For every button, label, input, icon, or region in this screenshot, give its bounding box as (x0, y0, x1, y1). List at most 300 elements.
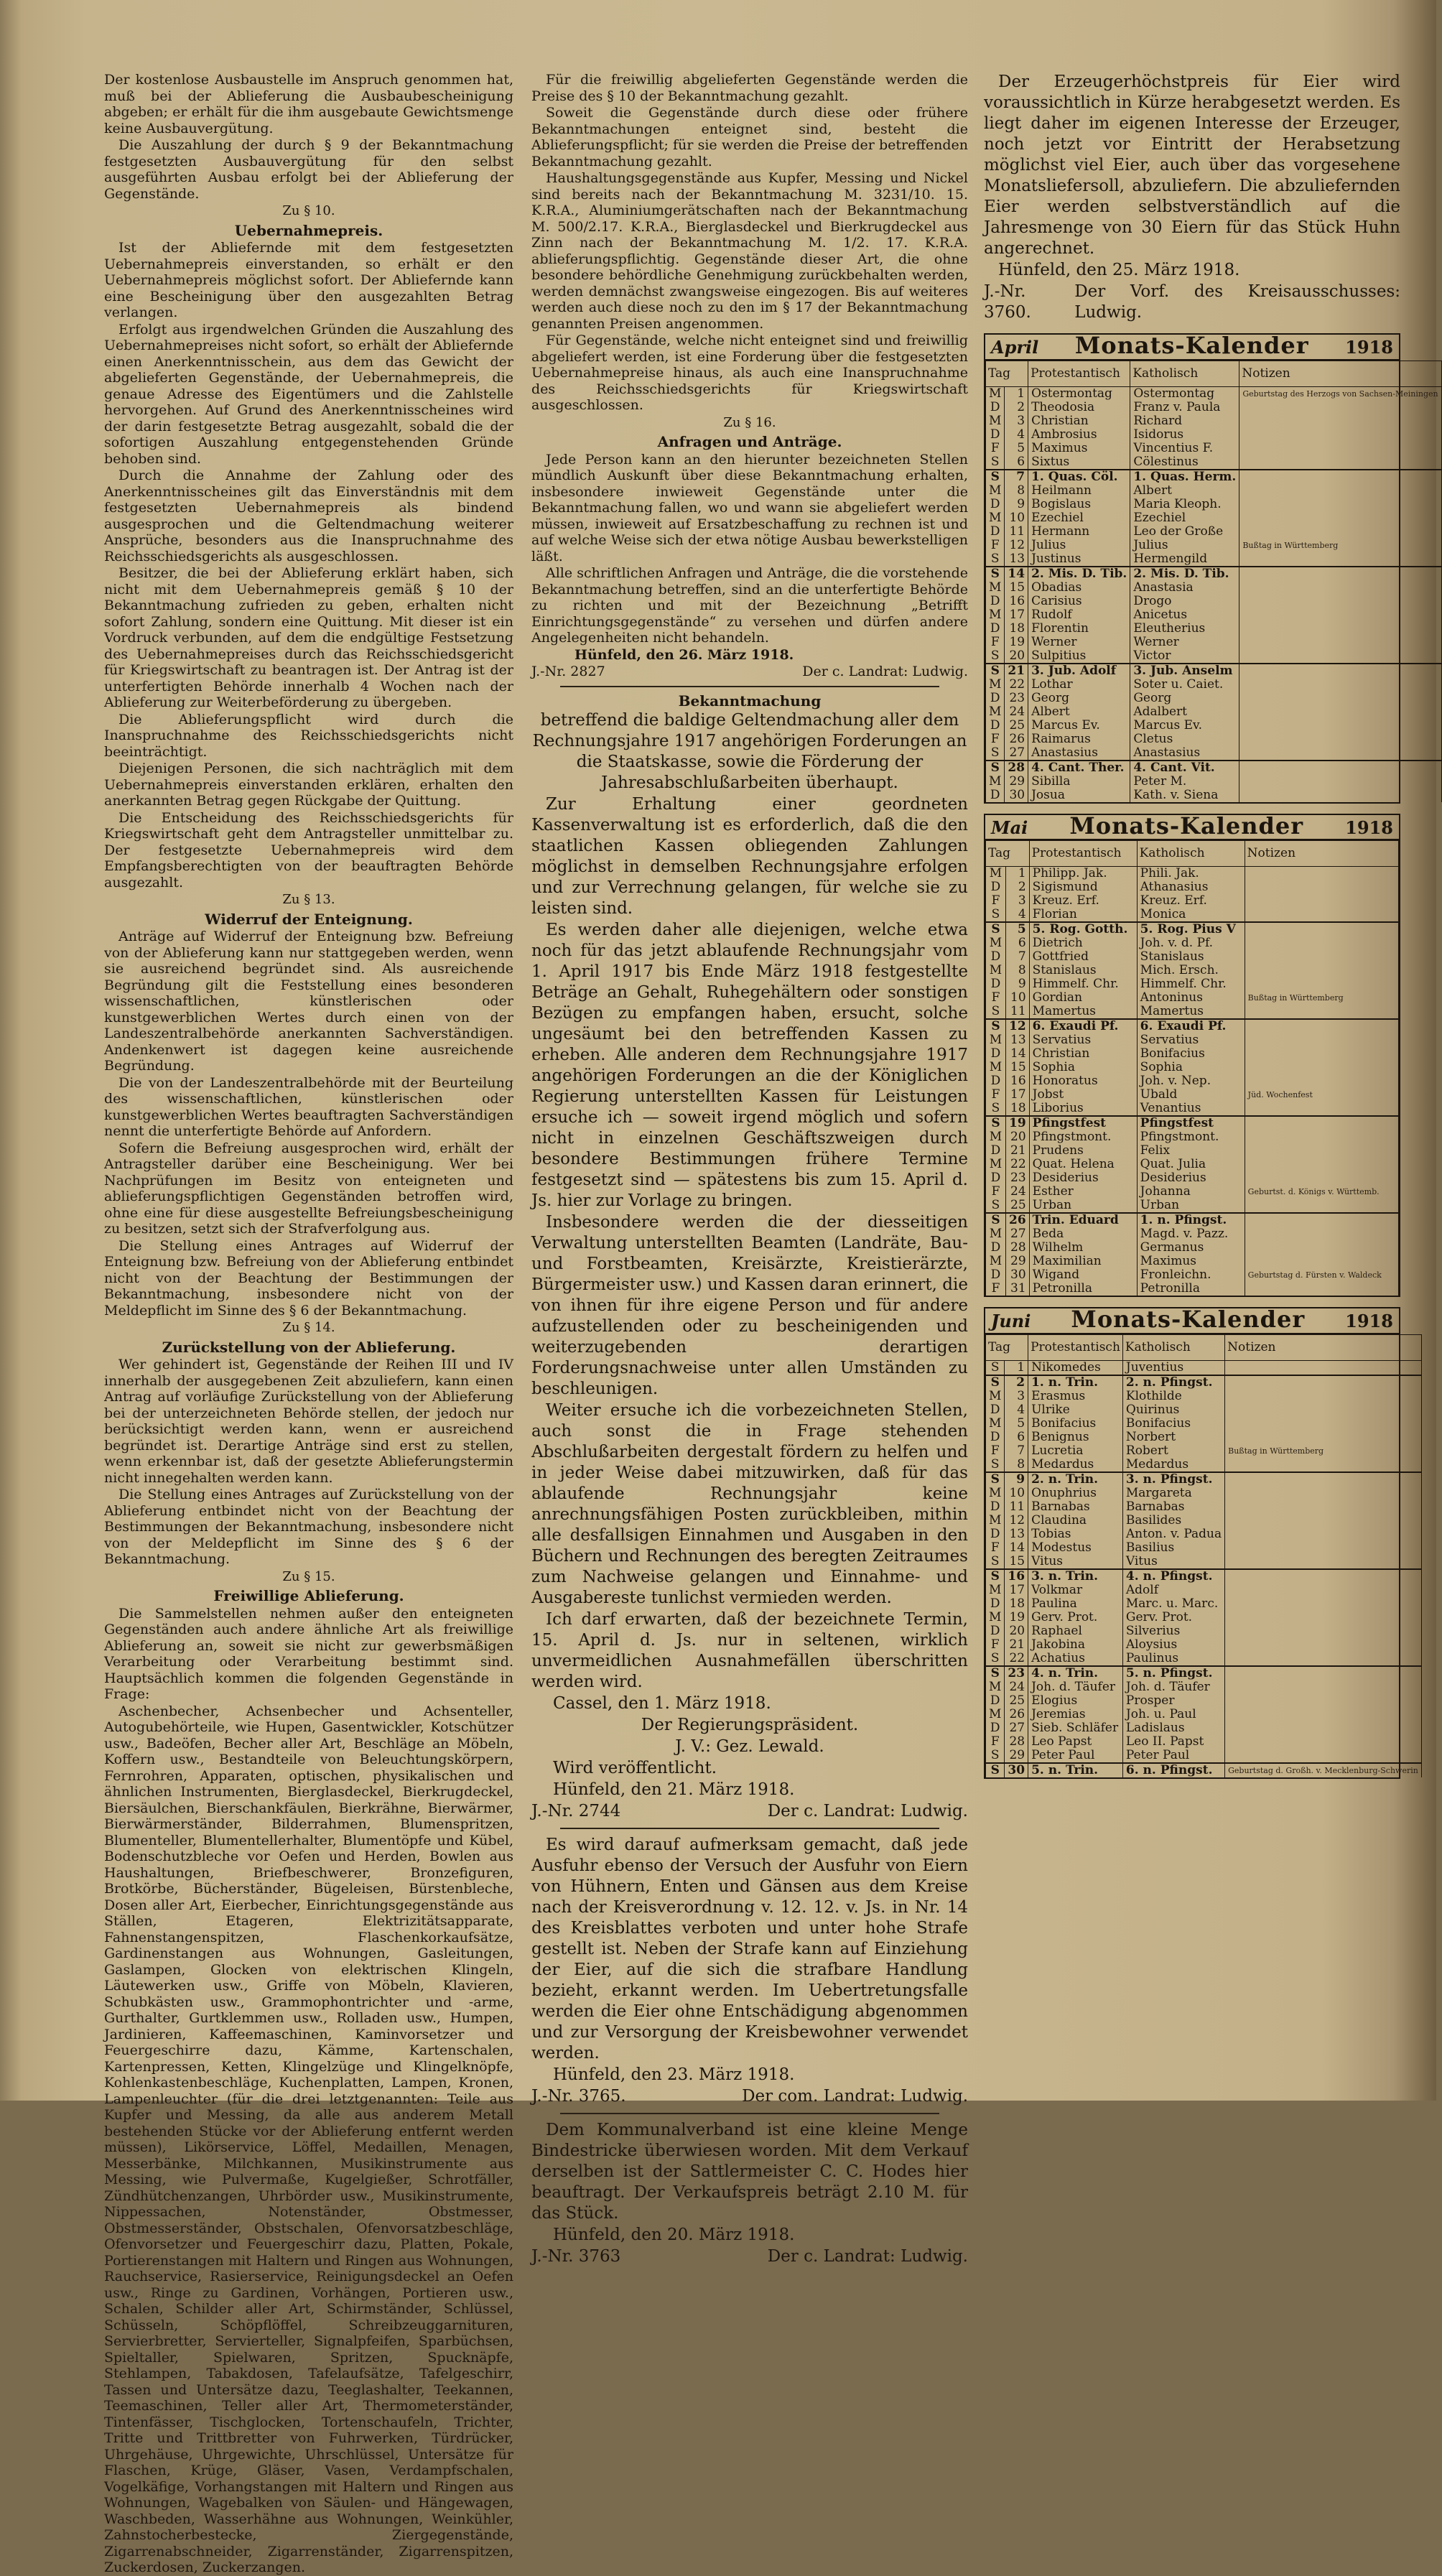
catholic-name: 1. n. Pfingst. (1137, 1213, 1245, 1227)
calendar-row (986, 428, 1442, 442)
note: Geburtstag d. Fürsten v. Waldeck (1245, 1268, 1398, 1282)
catholic-name: Juventius (1122, 1360, 1224, 1375)
note (1225, 1624, 1422, 1638)
calendar-row (986, 1241, 1399, 1255)
day-number: 21 (1005, 664, 1028, 678)
calendar-row (986, 442, 1442, 455)
protestant-name: Theodosia (1028, 401, 1130, 414)
catholic-name: Pfingstmont. (1137, 1130, 1245, 1144)
day-number: 28 (1005, 1735, 1028, 1749)
weekday: D (986, 1403, 1005, 1417)
catholic-name: Ezechiel (1130, 511, 1239, 525)
signature-line (531, 664, 968, 680)
journal-number: J.-Nr. 3765. (531, 2087, 626, 2106)
weekday: D (986, 1500, 1005, 1514)
day-number: 12 (1005, 1514, 1028, 1528)
day-number: 20 (1005, 649, 1028, 664)
calendar-row (986, 567, 1442, 581)
calendar-row (986, 1584, 1422, 1597)
weekday: S (986, 922, 1006, 936)
catholic-name: Silverius (1122, 1624, 1224, 1638)
protestant-name: 4. n. Trin. (1028, 1666, 1123, 1680)
catholic-name: Marcus Ev. (1130, 719, 1239, 733)
col-header-tag: Tag (986, 1334, 1028, 1360)
protestant-name: Leo Papst (1028, 1735, 1123, 1749)
catholic-name: Mamertus (1137, 1005, 1245, 1019)
col-header-protestant: Protestantisch (1029, 841, 1137, 867)
note: Jüd. Wochenfest (1245, 1088, 1398, 1102)
calendar-row (986, 1282, 1399, 1296)
day-number: 8 (1005, 1458, 1028, 1472)
note (1239, 719, 1441, 733)
note (1225, 1541, 1422, 1555)
day-number: 16 (1006, 1074, 1030, 1088)
day-number: 30 (1006, 1268, 1030, 1282)
weekday: M (986, 511, 1005, 525)
paragraph: Jede Person kann an den hierunter bezeichneten Stellen mündlich Auskunft über diese Bekanntmachung erhalten, insbesondere inwieweit Gegenstände unter die Bekanntmachung fallen, wo und wann sie abgeliefert werden müssen, inwieweit auf Ersatzbeschaffung zu rechnen ist und auf welche Weise sich der etwa nötige Ausbau bewerkstelligen läßt. (531, 451, 968, 564)
catholic-name: Ubald (1137, 1088, 1245, 1102)
day-number: 26 (1005, 1708, 1028, 1721)
weekday: D (986, 401, 1005, 414)
catholic-name: Bonifacius (1137, 1047, 1245, 1061)
day-number: 7 (1005, 470, 1028, 484)
note (1245, 908, 1398, 922)
weekday: M (986, 1390, 1005, 1403)
weekday: S (986, 1749, 1005, 1763)
note (1239, 498, 1441, 511)
day-number: 15 (1005, 1555, 1028, 1569)
protestant-name: Sigismund (1029, 880, 1137, 894)
weekday: M (986, 608, 1005, 622)
note (1245, 1282, 1398, 1296)
calendar-row (986, 525, 1442, 539)
weekday: D (986, 1597, 1005, 1611)
protestant-name: Prudens (1029, 1144, 1137, 1158)
paragraph: Es werden daher alle diejenigen, welche etwa noch für das jetzt ablaufende Rechnungsjahr vom 1. April 1917 bis Ende März 1918 festgestellte Beträge an Gehalt, Ruhegehältern oder sonstigen Bezügen zu empfangen haben, ersucht, solche ungesäumt bei den betreffenden Kassen zu erheben. Alle anderen dem Rechnungsjahre 1917 angehörigen Forderungen an die der Königlichen Regierung unterstellten Kassen für Leistungen ersuche ich — soweit irgend möglich und sofern nicht in einzelnen Geschäftszweigen durch besondere Bestimmungen frühere Termine festgesetzt sind — spätestens bis zum 15. April d. Js. hier zur Vorlage zu bringen. (531, 921, 968, 1210)
calendar-row (986, 908, 1399, 922)
protestant-name: 2. Mis. D. Tib. (1028, 567, 1130, 581)
signature: Der Vorf. des Kreisausschusses: Ludwig. (1074, 282, 1400, 322)
day-number: 21 (1006, 1144, 1030, 1158)
protestant-name: 5. n. Trin. (1028, 1763, 1123, 1777)
protestant-name: Florentin (1028, 622, 1130, 636)
catholic-name: 5. Rog. Pius V (1137, 922, 1245, 936)
weekday: F (986, 1282, 1006, 1296)
day-number: 1 (1006, 867, 1030, 881)
note (1225, 1680, 1422, 1694)
weekday: D (986, 692, 1005, 705)
note (1245, 894, 1398, 908)
weekday: M (986, 1255, 1006, 1268)
day-number: 1 (1005, 386, 1028, 401)
weekday: S (986, 470, 1005, 484)
section-number: Zu § 14. (282, 1320, 335, 1335)
paragraph: Diejenigen Personen, die sich nachträglich mit dem Uebernahmepreis einverstanden erklären, erhalten den anerkannten Betrag gegen Rückgabe der Quittung. (104, 761, 513, 809)
protestant-name: Wilhelm (1029, 1241, 1137, 1255)
day-number: 10 (1006, 991, 1030, 1005)
note (1245, 964, 1398, 977)
catholic-name: Stanislaus (1137, 950, 1245, 964)
calendar-row (986, 1033, 1399, 1047)
day-number: 19 (1005, 636, 1028, 649)
calendar-row (986, 733, 1442, 746)
catholic-name: Vitus (1122, 1555, 1224, 1569)
signature: Der c. Landrat: Ludwig. (802, 664, 968, 679)
protestant-name: Joh. d. Täufer (1028, 1680, 1123, 1694)
protestant-name: Julius (1028, 539, 1130, 552)
calendar-row (986, 1185, 1399, 1199)
note (1245, 1158, 1398, 1171)
note: Geburtst. d. Königs v. Württemb. (1245, 1185, 1398, 1199)
catholic-name: Sophia (1137, 1061, 1245, 1074)
calendar-row (986, 1680, 1422, 1694)
calendar-row (986, 1047, 1399, 1061)
note (1245, 922, 1398, 936)
calendar-row (986, 775, 1442, 789)
calendar-row (986, 678, 1442, 692)
catholic-name: Isidorus (1130, 428, 1239, 442)
calendar-row (986, 705, 1442, 719)
day-number: 17 (1005, 1584, 1028, 1597)
calendar-row (986, 1708, 1422, 1721)
calendar-row (986, 1694, 1422, 1708)
weekday: F (986, 991, 1006, 1005)
note (1239, 636, 1441, 649)
note (1239, 511, 1441, 525)
calendar-month: Juni (991, 1311, 1031, 1331)
catholic-name: Athanasius (1137, 880, 1245, 894)
catholic-name: Kreuz. Erf. (1137, 894, 1245, 908)
calendar-row (986, 719, 1442, 733)
weekday: D (986, 1171, 1006, 1185)
day-number: 20 (1006, 1130, 1030, 1144)
protestant-name: Sieb. Schläfer (1028, 1721, 1123, 1735)
calendar-row (986, 991, 1399, 1005)
calendar-row (986, 1624, 1422, 1638)
note (1239, 789, 1441, 802)
weekday: D (986, 1241, 1006, 1255)
note (1239, 705, 1441, 719)
weekday: D (986, 1721, 1005, 1735)
section-number: Zu § 10. (282, 203, 335, 218)
catholic-name: 4. Cant. Vit. (1130, 761, 1239, 775)
note (1225, 1472, 1422, 1487)
protestant-name: Maximilian (1029, 1255, 1137, 1268)
protestant-name: Sulpitius (1028, 649, 1130, 664)
day-number: 25 (1005, 719, 1028, 733)
calendar-row (986, 1144, 1399, 1158)
col-header-notes: Notizen (1239, 361, 1441, 386)
note (1225, 1694, 1422, 1708)
catholic-name: Klothilde (1122, 1390, 1224, 1403)
catholic-name: Cletus (1130, 733, 1239, 746)
weekday: D (986, 1694, 1005, 1708)
calendar-month: Mai (991, 817, 1028, 838)
protestant-name: Benignus (1028, 1431, 1123, 1444)
dateline: Cassel, den 1. März 1918. (553, 1694, 771, 1713)
calendar-row (986, 1227, 1399, 1241)
weekday: D (986, 525, 1005, 539)
protestant-name: Jobst (1029, 1088, 1137, 1102)
note (1239, 692, 1441, 705)
weekday: D (986, 1624, 1005, 1638)
weekday: S (986, 1763, 1005, 1777)
note (1245, 1005, 1398, 1019)
protestant-name: Barnabas (1028, 1500, 1123, 1514)
calendar-row (986, 1472, 1422, 1487)
weekday: S (986, 1102, 1006, 1116)
day-number: 6 (1005, 455, 1028, 470)
calendar-row (986, 1158, 1399, 1171)
weekday: D (986, 789, 1005, 802)
catholic-name: Joh. d. Täufer (1122, 1680, 1224, 1694)
calendar-row (986, 1019, 1399, 1033)
weekday: M (986, 705, 1005, 719)
day-number: 6 (1006, 936, 1030, 950)
note (1245, 1074, 1398, 1088)
weekday: M (986, 1584, 1005, 1597)
calendar-row (986, 950, 1399, 964)
calendar-row (986, 1268, 1399, 1282)
note (1225, 1528, 1422, 1541)
day-number: 13 (1005, 552, 1028, 567)
paragraph: Ist der Abliefernde mit dem festgesetzten Uebernahmepreis einverstanden, so erhält er den Uebernahmepreis möglichst sofort. Der Abliefernde kann eine Bescheinigung über den ausgezahlten Betrag verlangen. (104, 240, 513, 320)
signature: Der c. Landrat: Ludwig. (767, 2247, 968, 2266)
note (1245, 867, 1398, 881)
calendar-header-row (986, 841, 1399, 867)
calendar-year: 1918 (1345, 1311, 1393, 1331)
col-header-catholic: Katholisch (1137, 841, 1245, 867)
weekday: F (986, 733, 1005, 746)
signature-line (531, 2086, 968, 2107)
day-number: 22 (1006, 1158, 1030, 1171)
note (1225, 1431, 1422, 1444)
catholic-name: Georg (1130, 692, 1239, 705)
weekday: S (986, 1472, 1005, 1487)
calendar-header-row (986, 361, 1442, 386)
note (1239, 733, 1441, 746)
calendar-row (986, 649, 1442, 664)
paragraph: Sofern die Befreiung ausgesprochen wird, erhält der Antragsteller darüber eine Bescheinigung. Wer bei Nachprüfungen im Besitz von enteigneten und ablieferungspflichtigen Gegenständen betroffen wird, ohne eine für diese ausgestellte Befreiungsbescheinigung zu besitzen, setzt sich der Strafverfolgung aus. (104, 1140, 513, 1237)
protestant-name: Georg (1028, 692, 1130, 705)
day-number: 8 (1005, 484, 1028, 498)
note (1225, 1514, 1422, 1528)
protestant-name: Philipp. Jak. (1029, 867, 1137, 881)
protestant-name: Maximus (1028, 442, 1130, 455)
protestant-name: Liborius (1029, 1102, 1137, 1116)
weekday: S (986, 552, 1005, 567)
note (1239, 595, 1441, 608)
paragraph: Erfolgt aus irgendwelchen Gründen die Auszahlung des Uebernahmepreises nicht sofort, so erhält der Abliefernde einen Anerkenntnisschein, aus dem das Gewicht der abgelieferten Gegenstände, der Uebernahmepreis, die genaue Adresse des Eigentümers und die Zahlstelle hervorgehen. Auf Grund des Anerkenntnisscheines wird der darin festgesetzte Betrag ausgezahlt, sobald die der sofortigen Auszahlung entgegenstehenden Gründe behoben sind. (104, 321, 513, 467)
protestant-name: Josua (1028, 789, 1130, 802)
weekday: M (986, 484, 1005, 498)
catholic-name: Anastasia (1130, 581, 1239, 595)
weekday: D (986, 595, 1005, 608)
protestant-name: Jeremias (1028, 1708, 1123, 1721)
signature: J. V.: Gez. Lewald. (675, 1737, 824, 1756)
day-number: 19 (1005, 1611, 1028, 1624)
calendar-row (986, 1171, 1399, 1185)
calendar-table (985, 1334, 1422, 1777)
day-number: 5 (1005, 1417, 1028, 1431)
catholic-name: Basilides (1122, 1514, 1224, 1528)
signature-line (531, 2246, 968, 2267)
calendar-row (986, 498, 1442, 511)
publication-note: Wird veröffentlicht. (553, 1759, 717, 1777)
weekday: M (986, 1130, 1006, 1144)
column-3 (984, 72, 1438, 2075)
catholic-name: Hermengild (1130, 552, 1239, 567)
day-number: 23 (1006, 1171, 1030, 1185)
weekday: S (986, 649, 1005, 664)
calendar-row (986, 1102, 1399, 1116)
weekday: F (986, 1088, 1006, 1102)
weekday: M (986, 867, 1006, 881)
weekday: D (986, 1074, 1006, 1088)
catholic-name: Margareta (1122, 1487, 1224, 1500)
note (1245, 1213, 1398, 1227)
protestant-name: Pfingstfest (1029, 1116, 1137, 1130)
catholic-name: Petronilla (1137, 1282, 1245, 1296)
protestant-name: Elogius (1028, 1694, 1123, 1708)
calendar-row (986, 1666, 1422, 1680)
note (1245, 1019, 1398, 1033)
calendar-row (986, 595, 1442, 608)
protestant-name: Christian (1029, 1047, 1137, 1061)
catholic-name: Victor (1130, 649, 1239, 664)
paragraph: Ich darf erwarten, daß der bezeichnete Termin, 15. April d. Js. nur in seltenen, wirklich unvermeidlichen Ausnahmefällen überschritten werden wird. (531, 1610, 968, 1691)
note (1245, 1227, 1398, 1241)
protestant-name: 1. Quas. Cöl. (1028, 470, 1130, 484)
weekday: F (986, 442, 1005, 455)
catholic-name: Leo II. Papst (1122, 1735, 1224, 1749)
journal-number: J.-Nr. 3760. (984, 282, 1031, 322)
weekday: D (986, 1528, 1005, 1541)
calendar-row (986, 1487, 1422, 1500)
dateline: Hünfeld, den 23. März 1918. (553, 2065, 795, 2084)
catholic-name: Venantius (1137, 1102, 1245, 1116)
note (1239, 581, 1441, 595)
protestant-name: Medardus (1028, 1458, 1123, 1472)
weekday: S (986, 1019, 1006, 1033)
weekday: F (986, 636, 1005, 649)
calendar-row (986, 964, 1399, 977)
calendar-header (985, 332, 1399, 361)
calendar-row (986, 867, 1399, 881)
catholic-name: Anastasius (1130, 746, 1239, 761)
note: Geburtstag des Herzogs von Sachsen-Meiningen (1239, 386, 1441, 401)
weekday: D (986, 977, 1006, 991)
day-number: 27 (1006, 1227, 1030, 1241)
dateline: Hünfeld, den 25. März 1918. (998, 261, 1240, 279)
calendar-row (986, 622, 1442, 636)
weekday: S (986, 664, 1005, 678)
protestant-name: 6. Exaudi Pf. (1029, 1019, 1137, 1033)
paragraph: Die Sammelstellen nehmen außer den enteigneten Gegenständen auch andere ähnliche Art als freiwillige Ablieferung an, soweit sie nicht zur gewerbsmäßigen Verarbeitung oder Verarbeitung bestimmt sind. Hauptsächlich kommen die folgenden Gegenstände in Frage: (104, 1605, 513, 1702)
weekday: M (986, 1514, 1005, 1528)
day-number: 26 (1006, 1213, 1030, 1227)
note (1245, 936, 1398, 950)
protestant-name: Quat. Helena (1029, 1158, 1137, 1171)
protestant-name: Lothar (1028, 678, 1130, 692)
signature-line (531, 1801, 968, 1822)
protestant-name: Albert (1028, 705, 1130, 719)
calendar-row (986, 1116, 1399, 1130)
note (1239, 525, 1441, 539)
day-number: 15 (1005, 581, 1028, 595)
protestant-name: 5. Rog. Gotth. (1029, 922, 1137, 936)
calendar-row (986, 1255, 1399, 1268)
weekday: S (986, 761, 1005, 775)
protestant-name: Sibilla (1028, 775, 1130, 789)
note (1239, 428, 1441, 442)
calendar-row (986, 386, 1442, 401)
calendar-row (986, 1403, 1422, 1417)
day-number: 7 (1005, 1444, 1028, 1458)
month-calendar (984, 814, 1400, 1298)
catholic-name: Leo der Große (1130, 525, 1239, 539)
dateline: Hünfeld, den 20. März 1918. (553, 2226, 795, 2244)
paragraph: Wer gehindert ist, Gegenstände der Reihen III und IV innerhalb der ausgegebenen Zeit abzuliefern, kann einen Antrag auf vorläufige Zurückstellung von der Ablieferung bei der unterzeichneten Behörde stellen, der jedoch nur berücksichtigt werden kann, wenn er ausreichend begründet ist. Derartige Anträge sind erst zu stellen, wenn erkennbar ist, daß der gesetzte Ablieferungstermin nicht innegehalten werden kann. (104, 1357, 513, 1486)
weekday: F (986, 539, 1005, 552)
weekday: S (986, 1569, 1005, 1584)
day-number: 5 (1005, 442, 1028, 455)
protestant-name: Mamertus (1029, 1005, 1137, 1019)
calendar-title: Monats-Kalender (1069, 812, 1304, 840)
catholic-name: Drogo (1130, 595, 1239, 608)
note (1225, 1611, 1422, 1624)
note (1245, 950, 1398, 964)
catholic-name: Soter u. Caiet. (1130, 678, 1239, 692)
note (1225, 1666, 1422, 1680)
weekday: S (986, 1116, 1006, 1130)
catholic-name: Basilius (1122, 1541, 1224, 1555)
paragraph: Aschenbecher, Achsenbecher und Achsenteller, Autogubehörteile, wie Hupen, Gasentwickler, Kotschützer usw., Badeöfen, Becher aller Art, Beschläge an Möbeln, Koffern usw., Bestandteile von Beleuchtungskörpern, Fernrohren, Apparaten, optischen, physikalischen und ähnlichen Instrumenten, Bierglasdeckel, Bierkrugdeckel, Biersäulchen, Bierschankfäulen, Bierkrähne, Bierwärmer, Bierwärmerständer, Bilderrahmen, Blumenspritzen, Blumenteller, Blumentellerhalter, Blumentöpfe und Kübel, Bodenschutzbleche vor Oefen und Herden, Bowlen aus Haushaltungen, Briefbeschwerer, Bronzefiguren, Brotkörbe, Bücherständer, Bügeleisen, Bürstenbleche, Dosen aller Art, Eierbecher, Einrichtungsgegenstände aus Ställen, Etageren, Elektrizitätsapparate, Fahnenstangenspitzen, Flaschenkorkaufsätze, Gardinenstangen aus Wohnungen, Gasleitungen, Gaslampen, Glocken von elektrischen Klingeln, Läutewerken usw., Griffe von Möbeln, Klavieren, Schubkästen usw., Grammophontrichter und -arme, Gurthalter, Gurtklemmen usw., Rolladen usw., Humpen, Jardinieren, Kaffeemaschinen, Kaminvorsetzer und Feuergeschirre dazu, Kämme, Kartenschalen, Kartenpressen, Ketten, Klingelzüge und Klingelknöpfe, Kohlenkastenbeschläge, Kuchenplatten, Lampen, Kronen, Lampenleuchter (für die drei letztgenannten: Teile aus Kupfer und Messing, da alle aus anderem Metall bestehenden Stücke vor der Ablieferung entfernt werden müssen), Likörservice, Löffel, Medaillen, Menagen, Messerbänke, Milchkannen, Musikinstrumente aus Messing, wie Pulvermaße, Kugelgießer, Schrotfäller, Zündhütchenzangen, Uhrbörder usw., Musikinstrumente, Nippessachen, Notenständer, Obstmesser, Obstmesserständer, Obstschalen, Ofenvorsatzbeschläge, Ofenvorsetzer und Feuergeschirr dazu, Platten, Pokale, Portierenstangen mit Haltern und Ringen aus Wohnungen, Rauchservice, Rasierservice, Reinigungsdeckel an Oefen usw., Ringe zu Gardinen, Vorhängen, Portieren usw., Schalen, Schilder aller Art, Schirmständer, Schlüssel, Schüsseln, Schöpflöffel, Schreibzeuggarnituren, Servierbretter, Servierteller, Signalpfeifen, Sparbüchsen, Spieltaller, Spielwaren, Spritzen, Spucknäpfe, Stehlampen, Tabakdosen, Tafelaufsätze, Tafelgeschirr, Tassen und Untersätze dazu, Teeglashalter, Teekannen, Teemaschinen, Teller aller Art, Thermometerständer, Tintenfässer, Tischglocken, Tortenschaufeln, Trichter, Tritte und Trittbretter von Fuhrwerken, Türdrücker, Uhrgehäuse, Uhrgewichte, Uhrschlüssel, Untersätze für Flaschen, Krüge, Gläser, Vasen, Verdampfschalen, Vogelkäfige, Vorhangstangen mit Haltern und Ringen aus Wohnungen, Wagebalken von Säulen- und Hängewagen, Waschbeden, Wasserhähne aus Wohnungen, Weinkühler, Zahnstocherbestecke, Ziergegenstände, Zigarrenabschneider, Zigarrenständer, Zigarrenspitzen, Zuckerdosen, Zuckerzangen. (104, 1703, 513, 2575)
paragraph: Haushaltungsgegenstände aus Kupfer, Messing und Nickel sind bereits nach der Bekanntmachung M. 3231/10. 15. K.R.A., Aluminiumgerätschaften nach der Bekanntmachung M. 500/2.17. K.R.A., Bierglasdeckel und Bierkrugdeckel aus Zinn nach der Bekanntmachung M. 1/2. 17. K.R.A. ablieferungspflichtig. Gegenstände dieser Art, die ohne besondere behördliche Genehmigung zurückbehalten werden, werden demnächst zwangsweise eingezogen. Bis auf weiteres werden auch diese noch zu den im § 17 der Bekanntmachung genannten Preisen angenommen. (531, 170, 968, 332)
paragraph: Besitzer, die bei der Ablieferung erklärt haben, sich nicht mit dem Uebernahmepreis gemäß § 10 der Bekanntmachung zufrieden zu geben, erhalten nicht sofort Zahlung, sondern eine Quittung. Mit dieser ist ein Vordruck verbunden, auf dem die endgültige Festsetzung des Uebernahmepreises durch das Reichsschiedsgericht für Kriegswirtschaft zu beantragen ist. Der Antrag ist der unterfertigten Behörde innerhalb 4 Wochen nach der Ablieferung zur Weiterbeförderung zu übergeben. (104, 565, 513, 710)
note (1225, 1569, 1422, 1584)
calendar-row (986, 880, 1399, 894)
protestant-name: Justinus (1028, 552, 1130, 567)
calendar-row (986, 1213, 1399, 1227)
catholic-name: Felix (1137, 1144, 1245, 1158)
paragraph: Der kostenlose Ausbaustelle im Anspruch genommen hat, muß bei der Ablieferung die Ausbaubescheinigung abgeben; er erhält für die ihm ausgebaute Gewichtsmenge keine Ausbauvergütung. (104, 72, 513, 136)
note (1245, 1199, 1398, 1213)
calendar-row (986, 977, 1399, 991)
weekday: M (986, 1487, 1005, 1500)
protestant-name: Nikomedes (1028, 1360, 1123, 1375)
paragraph: Es wird darauf aufmerksam gemacht, daß jede Ausfuhr ebenso der Versuch der Ausfuhr von Eiern von Hühnern, Enten und Gänsen aus dem Kreise nach der Kreisverordnung v. 12. 12. v. Js. in Nr. 14 des Kreisblattes verboten und unter hohe Strafe gestellt ist. Neben der Strafe kann auf Einziehung der Eier, auf die sich die strafbare Handlung bezieht, erkannt werden. Im Uebertretungsfalle werden die Eier ohne Entschädigung abgenommen und zur Versorgung der Kreisbewohner verwendet werden. (531, 1836, 968, 2063)
col-header-catholic: Katholisch (1122, 1334, 1224, 1360)
note (1245, 1241, 1398, 1255)
weekday: S (986, 1555, 1005, 1569)
note (1225, 1708, 1422, 1721)
catholic-name: Eleutherius (1130, 622, 1239, 636)
note: Bußtag in Württemberg (1225, 1444, 1422, 1458)
protestant-name: Gerv. Prot. (1028, 1611, 1123, 1624)
note (1239, 649, 1441, 664)
weekday: M (986, 936, 1006, 950)
weekday: D (986, 950, 1006, 964)
note (1245, 1255, 1398, 1268)
calendar-row (986, 1375, 1422, 1390)
catholic-name: 6. n. Pfingst. (1122, 1763, 1224, 1777)
day-number: 17 (1005, 608, 1028, 622)
catholic-name: Robert (1122, 1444, 1224, 1458)
protestant-name: Pfingstmont. (1029, 1130, 1137, 1144)
signature: Der com. Landrat: Ludwig. (742, 2087, 968, 2106)
protestant-name: Petronilla (1029, 1282, 1137, 1296)
